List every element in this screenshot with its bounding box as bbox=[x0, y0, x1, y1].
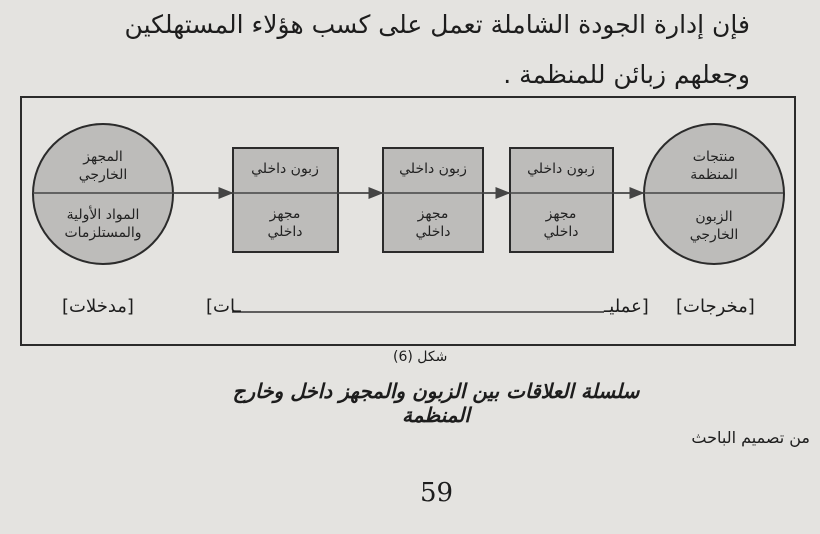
page-number: 59 bbox=[420, 478, 454, 508]
processes-label-start: [عمليـ bbox=[604, 296, 649, 317]
outputs-label: [مخرجات] bbox=[676, 296, 755, 317]
box-1-bottom-text: مجهز داخلي bbox=[267, 206, 303, 240]
figure-number: شكل (6) bbox=[393, 349, 448, 365]
source-note: من تصميم الباحث bbox=[691, 428, 810, 447]
left-circle-bottom-text: المواد الأولية والمستلزمات bbox=[64, 207, 142, 241]
box-1-top-text: زبون داخلي bbox=[251, 161, 319, 177]
box-3-bottom-text: مجهز داخلي bbox=[543, 206, 579, 240]
figure-title: سلسلة العلاقات بين الزبون والمجهز داخل وخارج المنظمة bbox=[232, 379, 640, 427]
paragraph-line-2: وجعلهم زبائن للمنظمة . bbox=[503, 60, 750, 89]
box-2-bottom-text: مجهز داخلي bbox=[415, 206, 451, 240]
paragraph-line-1: فإن إدارة الجودة الشاملة تعمل على كسب هؤلاء المستهلكين bbox=[124, 10, 750, 39]
right-circle-top-text: منتجات المنظمة bbox=[690, 149, 738, 183]
external-supplier-circle bbox=[33, 124, 173, 264]
box-3-top-text: زبون داخلي bbox=[527, 161, 595, 177]
right-circle-bottom-text: الزبون الخارجي bbox=[689, 209, 739, 243]
inputs-label: [مدخلات] bbox=[62, 296, 134, 317]
box-2-top-text: زبون داخلي bbox=[399, 161, 467, 177]
left-circle-top-text: المجهز الخارجي bbox=[78, 149, 128, 183]
processes-label-end: ـات] bbox=[206, 296, 241, 317]
